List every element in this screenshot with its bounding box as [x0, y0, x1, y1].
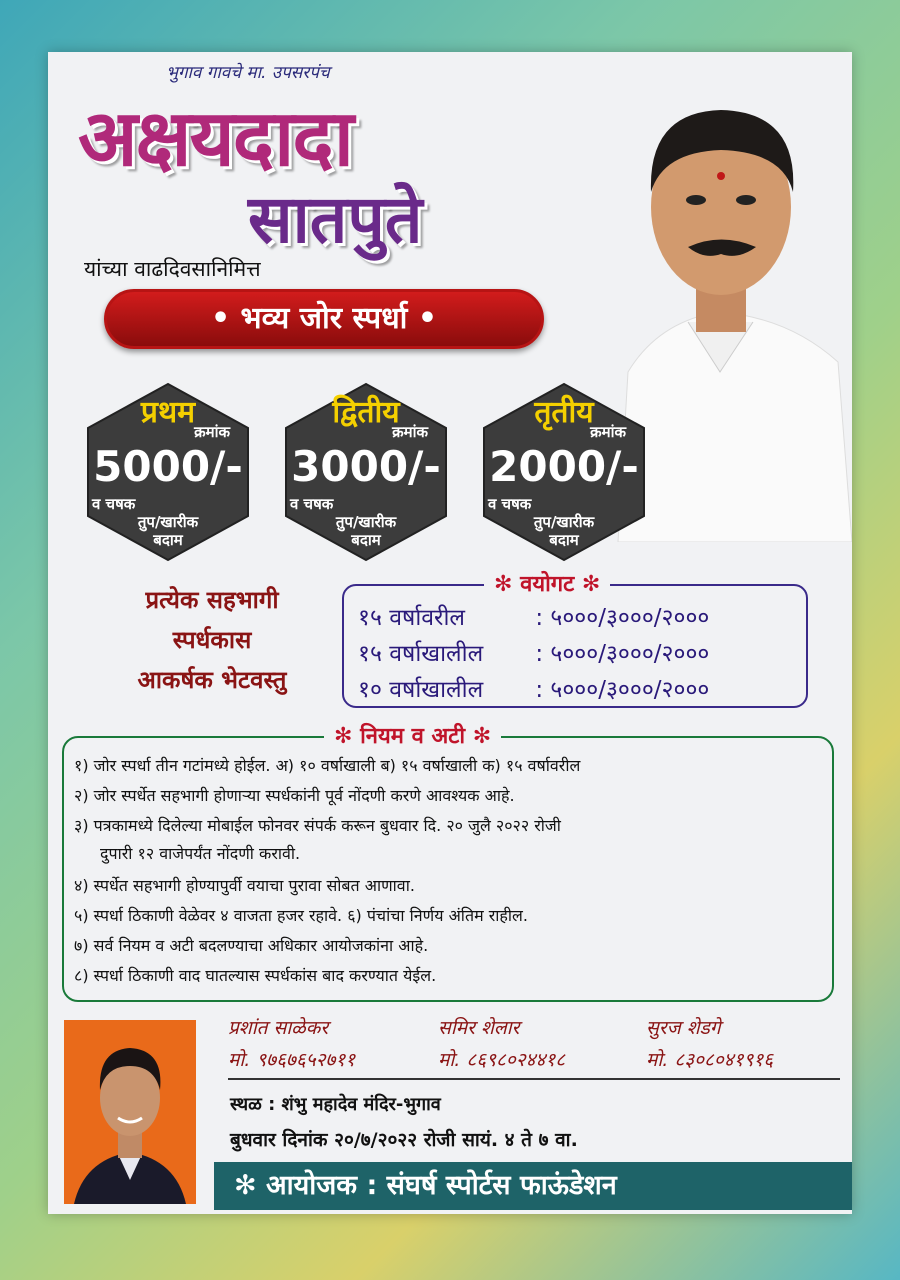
divider: [228, 1078, 840, 1080]
age-group-row: [358, 600, 709, 632]
prize-line2: तुप/खारीक: [335, 513, 397, 531]
contact-phone: मो. ९७६७६५२७११: [228, 1049, 356, 1071]
age-group-label: १५ वर्षाखालील: [358, 641, 484, 667]
gift-line: स्पर्धकास: [172, 626, 252, 654]
age-group-label: १० वर्षाखालील: [358, 677, 484, 703]
rules-box: [62, 724, 834, 1002]
date-text: बुधवार दिनांक २०/७/२०२२ रोजी सायं. ४ ते ७ वा.: [230, 1129, 578, 1151]
occasion-text: यांच्या वाढदिवसानिमित्त: [84, 257, 261, 281]
prize-amount: 3000/-: [291, 442, 441, 491]
poster: [48, 52, 852, 1214]
contact-phone: मो. ८३०८०४१९१६: [646, 1049, 774, 1071]
prize-line2: तुप/खारीक: [137, 513, 199, 531]
header-subtitle: भुगाव गावचे मा. उपसरपंच: [166, 63, 330, 83]
contact-item: [438, 1014, 565, 1072]
prize-rank: तृतीय: [534, 395, 594, 430]
organizer-bar: ✻ आयोजक : संघर्ष स्पोर्टस फाऊंडेशन: [214, 1162, 852, 1210]
rule-item: १) जोर स्पर्धा तीन गटांमध्ये होईल. अ) १० वर्षाखाली ब) १५ वर्षाखाली क) १५ वर्षावरील: [74, 756, 581, 775]
contact-name: प्रशांत साळेकर: [228, 1017, 329, 1039]
prize-rank: द्वितीय: [332, 395, 400, 430]
prize-line3: बदाम: [549, 531, 579, 549]
contact-name: समिर शेलार: [438, 1017, 520, 1039]
contacts: [228, 1014, 840, 1074]
contact-item: [228, 1014, 355, 1072]
prize-kramank: क्रमांक: [194, 423, 230, 441]
event-banner: • भव्य जोर स्पर्धा •: [104, 289, 544, 349]
rule-item: ५) स्पर्धा ठिकाणी वेळेवर ४ वाजता हजर रहावे. ६) पंचांचा निर्णय अंतिम राहील.: [74, 906, 528, 925]
contact-phone: मो. ८६९८०२४४१८: [438, 1049, 566, 1071]
prize-section: [78, 382, 658, 562]
age-group-row: [358, 672, 709, 704]
rule-item: २) जोर स्पर्धेत सहभागी होणाऱ्या स्पर्धकांनी पूर्व नोंदणी करणे आवश्यक आहे.: [74, 786, 515, 805]
prize-third: [474, 382, 654, 562]
prize-kramank: क्रमांक: [392, 423, 428, 441]
prize-amount: 2000/-: [489, 442, 639, 491]
prize-line1: व चषक: [92, 495, 136, 513]
prize-line1: व चषक: [488, 495, 532, 513]
rule-item: दुपारी १२ वाजेपर्यंत नोंदणी करावी.: [100, 844, 301, 863]
age-group-label: १५ वर्षावरील: [358, 605, 466, 631]
rule-item: ४) स्पर्धेत सहभागी होण्यापुर्वी वयाचा पुरावा सोबत आणावा.: [74, 876, 415, 895]
organizer-photo: [64, 1020, 196, 1204]
prize-line3: बदाम: [153, 531, 183, 549]
prize-first: [78, 382, 258, 562]
prize-second: [276, 382, 456, 562]
contact-item: [646, 1014, 773, 1072]
prize-kramank: क्रमांक: [590, 423, 626, 441]
rules-title: ✻ नियम व अटी ✻: [324, 720, 501, 750]
title-first-name: अक्षयदादा: [78, 94, 352, 184]
age-group-value: : ५०००/३०००/२०००: [535, 605, 710, 631]
age-group-row: [358, 636, 709, 668]
gift-line: आकर्षक भेटवस्तु: [137, 666, 287, 694]
prize-line2: तुप/खारीक: [533, 513, 595, 531]
age-group-box: [342, 572, 808, 708]
prize-amount: 5000/-: [93, 442, 243, 491]
gift-line: प्रत्येक सहभागी: [145, 586, 279, 614]
age-group-value: : ५०००/३०००/२०००: [535, 677, 710, 703]
age-group-value: : ५०००/३०००/२०००: [535, 641, 710, 667]
rule-item: ३) पत्रकामध्ये दिलेल्या मोबाईल फोनवर संपर्क करून बुधवार दि. २० जुलै २०२२ रोजी: [74, 816, 561, 835]
prize-line1: व चषक: [290, 495, 334, 513]
venue-text: स्थळ : शंभु महादेव मंदिर-भुगाव: [230, 1094, 441, 1115]
rule-item: ७) सर्व नियम व अटी बदलण्याचा अधिकार आयोजकांना आहे.: [74, 936, 429, 955]
contact-name: सुरज शेडगे: [646, 1017, 721, 1039]
prize-rank: प्रथम: [140, 395, 196, 430]
gift-note: [82, 580, 342, 700]
prize-line3: बदाम: [351, 531, 381, 549]
rule-item: ८) स्पर्धा ठिकाणी वाद घातल्यास स्पर्धकांस बाद करण्यात येईल.: [74, 966, 437, 985]
age-group-title: ✻ वयोगट ✻: [484, 568, 610, 598]
title-last-name: सातपुते: [248, 181, 423, 258]
